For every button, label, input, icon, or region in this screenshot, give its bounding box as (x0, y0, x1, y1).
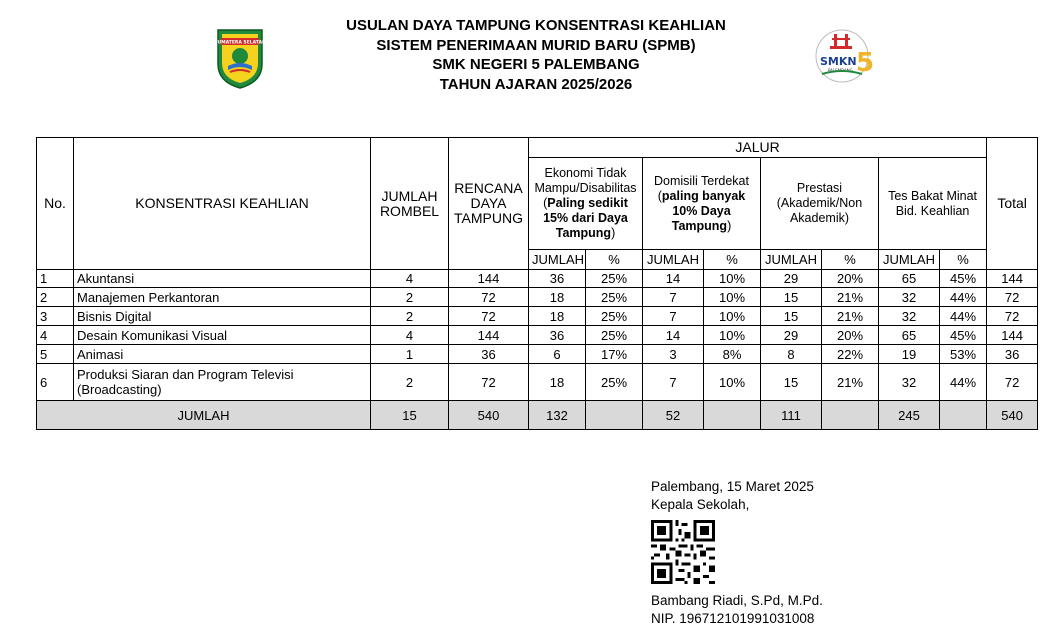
cell-ekonomi-pct: 25% (586, 364, 643, 401)
cell-ekonomi-jumlah: 18 (529, 364, 586, 401)
total-ekonomi-pct (586, 401, 643, 430)
cell-no: 3 (37, 307, 74, 326)
smkn5-logo (812, 28, 882, 84)
title-line-3: SMK NEGERI 5 PALEMBANG (432, 56, 640, 73)
cell-name: Akuntansi (74, 270, 371, 288)
cell-total: 72 (987, 364, 1038, 401)
sub-jumlah-prestasi: JUMLAH (761, 250, 822, 270)
cell-tes-jumlah: 32 (879, 307, 940, 326)
cell-rombel: 1 (371, 345, 449, 364)
header-jalur: JALUR (529, 138, 987, 158)
cell-no: 2 (37, 288, 74, 307)
sub-jumlah-domisili: JUMLAH (643, 250, 704, 270)
total-prestasi-pct (822, 401, 879, 430)
cell-total: 72 (987, 288, 1038, 307)
cell-daya: 72 (449, 307, 529, 326)
smkn-digit: 5 (856, 48, 875, 78)
table-row (37, 288, 1038, 307)
cell-prestasi-jumlah: 29 (761, 270, 822, 288)
cell-prestasi-pct: 21% (822, 307, 879, 326)
total-ekonomi-jumlah: 132 (529, 401, 586, 430)
cell-ekonomi-jumlah: 18 (529, 307, 586, 326)
cell-daya: 36 (449, 345, 529, 364)
cell-prestasi-pct: 22% (822, 345, 879, 364)
cell-ekonomi-jumlah: 6 (529, 345, 586, 364)
header-jalur-tes-bakat: Tes Bakat Minat Bid. Keahlian (879, 158, 987, 250)
header-konsentrasi: KONSENTRASI KEAHLIAN (74, 138, 371, 270)
signature-place-date: Palembang, 15 Maret 2025 (651, 479, 814, 494)
total-prestasi-jumlah: 111 (761, 401, 822, 430)
signature-position: Kepala Sekolah, (651, 497, 750, 512)
cell-tes-jumlah: 32 (879, 288, 940, 307)
cell-tes-jumlah: 32 (879, 364, 940, 401)
signature-nip: NIP. 196712101991031008 (651, 611, 815, 626)
total-domisili-pct (704, 401, 761, 430)
cell-tes-jumlah: 65 (879, 326, 940, 345)
cell-rombel: 2 (371, 364, 449, 401)
total-label: JUMLAH (37, 401, 371, 430)
cell-domisili-jumlah: 7 (643, 307, 704, 326)
header-no: No. (37, 138, 74, 270)
total-row (37, 401, 1038, 430)
table-row (37, 345, 1038, 364)
sub-pct-prestasi: % (822, 250, 879, 270)
cell-daya: 144 (449, 270, 529, 288)
cell-name: Bisnis Digital (74, 307, 371, 326)
cell-total: 144 (987, 326, 1038, 345)
sub-jumlah-ekonomi: JUMLAH (529, 250, 586, 270)
cell-domisili-jumlah: 3 (643, 345, 704, 364)
cell-domisili-pct: 10% (704, 288, 761, 307)
table-row (37, 326, 1038, 345)
crest-banner-text: SUMATERA SELATAN (214, 40, 266, 46)
cell-ekonomi-pct: 25% (586, 307, 643, 326)
signature-block (651, 478, 814, 514)
cell-rombel: 2 (371, 307, 449, 326)
cell-daya: 72 (449, 288, 529, 307)
cell-domisili-pct: 8% (704, 345, 761, 364)
header-jalur-prestasi: Prestasi (Akademik/Non Akademik) (761, 158, 879, 250)
cell-domisili-pct: 10% (704, 307, 761, 326)
cell-tes-jumlah: 65 (879, 270, 940, 288)
cell-ekonomi-jumlah: 18 (529, 288, 586, 307)
header-total: Total (987, 138, 1038, 270)
cell-tes-pct: 44% (940, 307, 987, 326)
table-row (37, 364, 1038, 401)
cell-domisili-pct: 10% (704, 364, 761, 401)
sub-pct-domisili: % (704, 250, 761, 270)
cell-prestasi-pct: 20% (822, 326, 879, 345)
title-line-2: SISTEM PENERIMAAN MURID BARU (SPMB) (376, 36, 696, 54)
cell-no: 1 (37, 270, 74, 288)
cell-name: Produksi Siaran dan Program Televisi (Broadcasting) (74, 364, 371, 401)
capacity-table (36, 137, 1038, 430)
header-jalur-domisili: Domisili Terdekat (paling banyak 10% Daya Tampung) (643, 158, 761, 250)
cell-no: 5 (37, 345, 74, 364)
cell-rombel: 2 (371, 288, 449, 307)
cell-total: 72 (987, 307, 1038, 326)
header-jalur-ekonomi: Ekonomi Tidak Mampu/Disabilitas (Paling sedikit 15% dari Daya Tampung) (529, 158, 643, 250)
cell-ekonomi-pct: 17% (586, 345, 643, 364)
cell-tes-jumlah: 19 (879, 345, 940, 364)
cell-daya: 72 (449, 364, 529, 401)
title-line-1: USULAN DAYA TAMPUNG KONSENTRASI KEAHLIAN (346, 17, 726, 34)
cell-prestasi-pct: 20% (822, 270, 879, 288)
cell-rombel: 4 (371, 326, 449, 345)
total-tes-jumlah: 245 (879, 401, 940, 430)
signature-name: Bambang Riadi, S.Pd, M.Pd. (651, 593, 823, 608)
cell-total: 36 (987, 345, 1038, 364)
total-rombel: 15 (371, 401, 449, 430)
cell-ekonomi-pct: 25% (586, 326, 643, 345)
cell-tes-pct: 53% (940, 345, 987, 364)
total-total: 540 (987, 401, 1038, 430)
smkn-text: SMKN (820, 55, 857, 68)
total-tes-pct (940, 401, 987, 430)
cell-domisili-jumlah: 7 (643, 364, 704, 401)
total-domisili-jumlah: 52 (643, 401, 704, 430)
cell-domisili-jumlah: 14 (643, 326, 704, 345)
header-jumlah-rombel: JUMLAH ROMBEL (371, 138, 449, 270)
cell-ekonomi-jumlah: 36 (529, 326, 586, 345)
cell-domisili-pct: 10% (704, 326, 761, 345)
cell-no: 4 (37, 326, 74, 345)
cell-prestasi-jumlah: 8 (761, 345, 822, 364)
cell-name: Animasi (74, 345, 371, 364)
cell-total: 144 (987, 270, 1038, 288)
cell-prestasi-jumlah: 15 (761, 364, 822, 401)
cell-tes-pct: 44% (940, 288, 987, 307)
cell-domisili-jumlah: 14 (643, 270, 704, 288)
total-daya: 540 (449, 401, 529, 430)
qr-code-icon (651, 520, 715, 584)
cell-ekonomi-jumlah: 36 (529, 270, 586, 288)
sub-pct-ekonomi: % (586, 250, 643, 270)
sub-jumlah-tes: JUMLAH (879, 250, 940, 270)
cell-prestasi-jumlah: 15 (761, 307, 822, 326)
smkn-subtext: PALEMBANG (828, 68, 853, 73)
cell-tes-pct: 44% (940, 364, 987, 401)
cell-ekonomi-pct: 25% (586, 288, 643, 307)
cell-tes-pct: 45% (940, 326, 987, 345)
header-rencana-daya-tampung: RENCANA DAYA TAMPUNG (449, 138, 529, 270)
cell-tes-pct: 45% (940, 270, 987, 288)
cell-prestasi-jumlah: 29 (761, 326, 822, 345)
cell-ekonomi-pct: 25% (586, 270, 643, 288)
title-line-4: TAHUN AJARAN 2025/2026 (439, 75, 633, 93)
cell-prestasi-pct: 21% (822, 364, 879, 401)
cell-domisili-pct: 10% (704, 270, 761, 288)
sub-pct-tes: % (940, 250, 987, 270)
cell-daya: 144 (449, 326, 529, 345)
cell-prestasi-jumlah: 15 (761, 288, 822, 307)
cell-domisili-jumlah: 7 (643, 288, 704, 307)
document-title (0, 16, 1062, 94)
cell-no: 6 (37, 364, 74, 401)
table-row (37, 307, 1038, 326)
table-row (37, 270, 1038, 288)
cell-rombel: 4 (371, 270, 449, 288)
cell-name: Manajemen Perkantoran (74, 288, 371, 307)
cell-prestasi-pct: 21% (822, 288, 879, 307)
cell-name: Desain Komunikasi Visual (74, 326, 371, 345)
signature-name-block (651, 592, 823, 628)
